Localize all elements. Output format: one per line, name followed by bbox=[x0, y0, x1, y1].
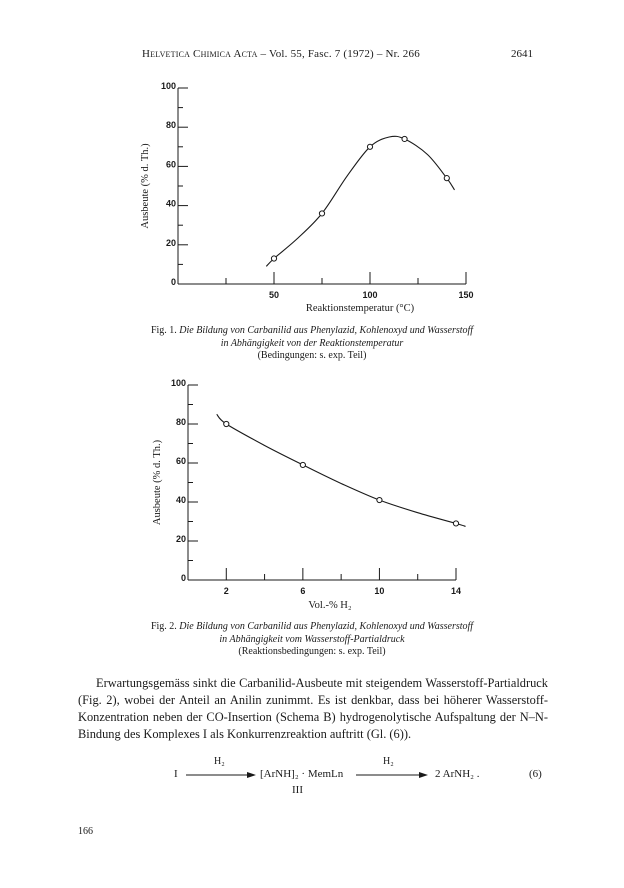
y-tick-label: 60 bbox=[175, 456, 186, 466]
x-tick-label: 2 bbox=[223, 586, 229, 596]
figure-2-xlabel: Vol.-% H₂ bbox=[308, 600, 352, 611]
reaction-arrow-2 bbox=[356, 768, 428, 780]
figure-2-caption-label: Fig. 2. bbox=[150, 621, 177, 632]
x-tick-label: 100 bbox=[362, 290, 378, 300]
body-paragraph: Erwartungsgemäss sinkt die Carbanilid-Ausbeute mit steigendem Wasserstoff-Partialdruck (Fig. 2), wobei der Anteil an Anilin zunimmt. Es ist denkbar, dass bei höherer Wasserstoff-Konzentration neben der CO-Insertion (Schema B) hydrogenolytische Aufspaltung der N–N-Bindung des Komplexes I als Konkurrenzreaktion auftritt (Gl. (6)). bbox=[78, 676, 548, 741]
journal-name: Helvetica Chimica Acta bbox=[142, 48, 258, 60]
figure-2-caption bbox=[0, 621, 624, 659]
y-tick-label: 0 bbox=[180, 573, 186, 583]
data-point bbox=[453, 521, 458, 526]
y-tick-label: 20 bbox=[165, 237, 176, 248]
figure-2-caption-title: Die Bildung von Carbanilid aus Phenylazid, Kohlenoxyd und Wasserstoff bbox=[179, 621, 474, 632]
figure-2-caption-title-cont: in Abhängigkeit vom Wasserstoff-Partialdruck bbox=[219, 633, 405, 645]
y-tick-label: 0 bbox=[170, 277, 176, 287]
equation-intermediate: [ArNH]₂ · MemLn bbox=[260, 768, 344, 780]
y-tick-label: 40 bbox=[165, 198, 176, 209]
x-tick-label: 50 bbox=[268, 290, 280, 300]
figure-1-caption-label: Fig. 1. bbox=[150, 325, 177, 336]
x-tick-label: 6 bbox=[300, 586, 306, 596]
series-curve bbox=[217, 414, 466, 526]
y-tick-label: 20 bbox=[175, 534, 186, 544]
figure-1-caption-title-cont: in Abhängigkeit von der Reaktionstemperatur bbox=[220, 337, 404, 349]
equation-6 bbox=[78, 756, 548, 802]
figure-1-xlabel: Reaktionstemperatur (°C) bbox=[305, 303, 415, 314]
reaction-arrow-1 bbox=[186, 768, 256, 780]
data-point bbox=[377, 497, 382, 502]
data-point bbox=[300, 462, 305, 467]
footer-page-number: 166 bbox=[78, 826, 93, 837]
y-tick-label: 80 bbox=[165, 120, 176, 131]
equation-reactant: I bbox=[174, 768, 178, 780]
y-tick-label: 80 bbox=[175, 417, 186, 427]
equation-product: 2 ArNH₂ . bbox=[435, 768, 480, 780]
x-tick-label: 150 bbox=[458, 290, 474, 300]
y-axis-label: Ausbeute (% d. Th.) bbox=[140, 143, 151, 229]
equation-reagent-2: H₂ bbox=[383, 756, 394, 767]
y-axis-label: Ausbeute (% d. Th.) bbox=[152, 439, 163, 526]
equation-intermediate-label: III bbox=[292, 784, 303, 796]
y-tick-label: 40 bbox=[175, 495, 186, 505]
x-tick-label: 14 bbox=[450, 586, 462, 596]
y-tick-label: 100 bbox=[170, 378, 186, 388]
y-tick-label: 100 bbox=[160, 81, 176, 91]
y-tick-label: 60 bbox=[165, 159, 176, 170]
figure-1-caption-title: Die Bildung von Carbanilid aus Phenylazid, Kohlenoxyd und Wasserstoff bbox=[179, 325, 474, 336]
equation-reagent-1: H₂ bbox=[214, 756, 225, 767]
page-number: 2641 bbox=[511, 48, 533, 60]
x-tick-label: 10 bbox=[374, 586, 385, 596]
figure-1-caption-note: (Bedingungen: s. exp. Teil) bbox=[257, 350, 367, 361]
data-point bbox=[224, 421, 229, 426]
equation-number: (6) bbox=[529, 768, 542, 780]
figure-2-caption-note: (Reaktionsbedingungen: s. exp. Teil) bbox=[238, 646, 386, 657]
issue-info: – Vol. 55, Fasc. 7 (1972) – Nr. 266 bbox=[260, 48, 420, 60]
